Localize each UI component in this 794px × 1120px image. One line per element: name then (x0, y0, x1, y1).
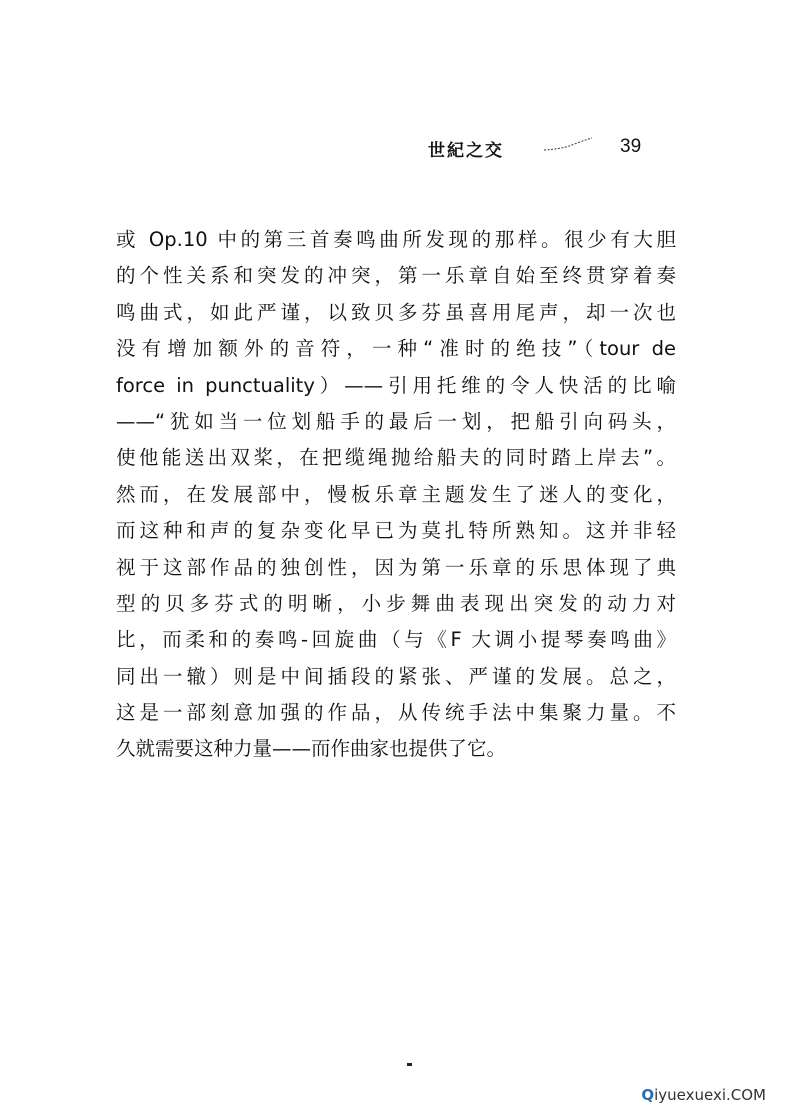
text-line: 使他能送出双桨，在把缆绳抛给船夫的同时踏上岸去”。 (116, 446, 676, 470)
watermark-text: iyuexuexi.COM (654, 1086, 766, 1104)
text-line: force in punctuality）——引用托维的令人快活的比喻 (116, 373, 676, 397)
text-line: 或 Op.10 中的第三首奏鸣曲所发现的那样。很少有大胆 (116, 228, 676, 251)
text-line: ——“犹如当一位划船手的最后一划，把船引向码头， (116, 409, 676, 433)
text-line: 的个性关系和突发的冲突，第一乐章自始至终贯穿着奏 (116, 264, 676, 288)
footer-mark (407, 1063, 412, 1066)
running-title: 世紀之交 (428, 141, 504, 161)
text-line: 没有增加额外的音符，一种“准时的绝技”（tour de (116, 337, 676, 361)
text-line: 型的贝多芬式的明晰，小步舞曲表现出突发的动力对 (116, 591, 676, 615)
text-line: 同出一辙）则是中间插段的紧张、严谨的发展。总之， (116, 664, 676, 688)
body-text (116, 222, 676, 768)
text-line: 视于这部作品的独创性，因为第一乐章的乐思体现了典 (116, 555, 676, 579)
page-number: 39 (620, 136, 642, 157)
header-ornament (542, 136, 594, 152)
text-line: 比，而柔和的奏鸣-回旋曲（与《F 大调小提琴奏鸣曲》 (116, 628, 676, 652)
text-line: 久就需要这种力量——而作曲家也提供了它。 (116, 737, 507, 761)
watermark-brand: Q (641, 1086, 655, 1104)
text-line: 这是一部刻意加强的作品，从传统手法中集聚力量。不 (116, 701, 676, 725)
text-line: 然而，在发展部中，慢板乐章主题发生了迷人的变化， (116, 482, 676, 506)
site-watermark (641, 1086, 766, 1104)
text-line: 而这种和声的复杂变化早已为莫扎特所熟知。这并非轻 (116, 519, 676, 543)
text-line: 鸣曲式，如此严谨，以致贝多芬虽喜用尾声，却一次也 (116, 300, 676, 324)
